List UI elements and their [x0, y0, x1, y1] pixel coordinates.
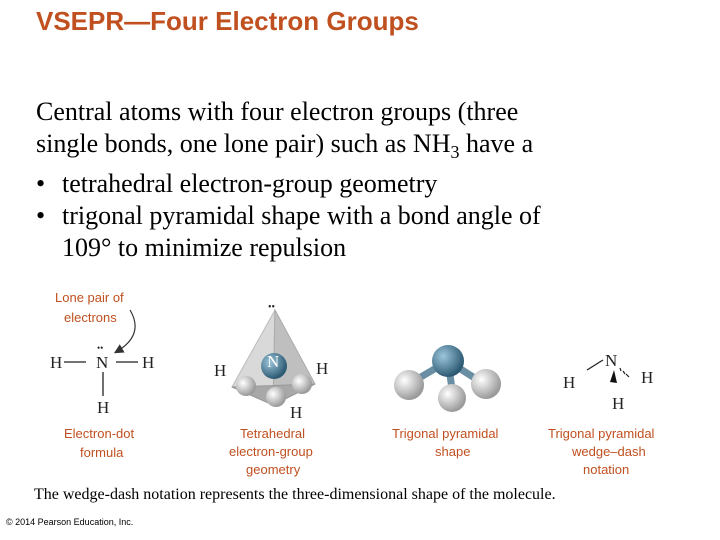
- trigonal-label-1: Trigonal pyramidal: [392, 426, 499, 441]
- hydrogen-atom: [266, 387, 286, 407]
- tetra-n: N: [267, 352, 280, 371]
- wedge-h-right: H: [641, 368, 654, 387]
- bullet-item-2: [36, 200, 686, 232]
- lone-pair-label-2: electrons: [64, 310, 117, 325]
- nitrogen-atom: [432, 345, 464, 377]
- bullet-icon: •: [36, 201, 46, 231]
- wedge-label-1: Trigonal pyramidal: [548, 426, 655, 441]
- lone-pair-dots: ••: [97, 343, 104, 353]
- tetra-label-2: electron-group: [229, 444, 313, 459]
- slide-title: VSEPR—Four Electron Groups: [36, 6, 419, 36]
- bullet-icon: •: [36, 169, 46, 199]
- hydrogen-atom: [471, 369, 501, 399]
- wedge-dash-notation: [548, 351, 655, 477]
- bullet-item-1: [36, 168, 686, 200]
- subscript-3: 3: [450, 142, 460, 163]
- slide-body: [36, 96, 686, 264]
- intro-text-end: have a: [459, 129, 534, 158]
- electron-dot-formula: [50, 290, 154, 460]
- lone-pair-label-1: Lone pair of: [55, 290, 124, 305]
- bond-line: [587, 360, 603, 370]
- wedge-label-3: notation: [583, 462, 630, 477]
- intro-line-1: Central atoms with four electron groups (three: [36, 97, 519, 126]
- hydrogen-atom: [292, 374, 312, 394]
- bullet-item-2-continued: 109° to minimize repulsion: [62, 233, 347, 263]
- dot-h-bottom: H: [97, 398, 110, 417]
- hydrogen-atom: [438, 384, 466, 412]
- electron-dot-label-2: formula: [80, 445, 124, 460]
- intro-text: single bonds, one lone pair) such as NH: [36, 129, 451, 158]
- wedge-h-bottom: H: [612, 394, 625, 413]
- figure-caption: The wedge-dash notation represents the three-dimensional shape of the molecule.: [34, 486, 556, 503]
- nh3-figure: [0, 280, 720, 480]
- bullet-text-2: trigonal pyramidal shape with a bond angle of: [62, 201, 541, 231]
- wedge-label-2: wedge–dash: [572, 444, 646, 459]
- tetra-lone-pair: ••: [268, 302, 276, 313]
- dot-n: N: [96, 353, 109, 372]
- tetra-h-right: H: [316, 359, 329, 378]
- copyright-notice: © 2014 Pearson Education, Inc.: [6, 517, 134, 527]
- electron-dot-label-1: Electron-dot: [64, 426, 135, 441]
- dot-h-right: H: [142, 353, 155, 372]
- wedge-h-left: H: [563, 373, 576, 392]
- tetrahedral-model: [214, 302, 328, 477]
- intro-line-2: [36, 128, 686, 168]
- hydrogen-atom: [394, 370, 424, 400]
- tetra-label-3: geometry: [246, 462, 301, 477]
- lone-pair-arrow-icon: [116, 310, 135, 352]
- tetra-h-bottom: H: [290, 403, 303, 422]
- wedge-bond: [610, 370, 617, 383]
- wedge-n: N: [605, 351, 618, 370]
- tetra-label-1: Tetrahedral: [240, 426, 306, 441]
- bullet-text-1: tetrahedral electron-group geometry: [62, 169, 438, 199]
- dash-bond: [620, 368, 629, 377]
- hydrogen-atom: [236, 376, 256, 396]
- trigonal-label-2: shape: [435, 444, 471, 459]
- dot-h-left: H: [50, 353, 63, 372]
- tetra-h-left: H: [214, 361, 227, 380]
- ball-and-stick-model: [392, 345, 501, 459]
